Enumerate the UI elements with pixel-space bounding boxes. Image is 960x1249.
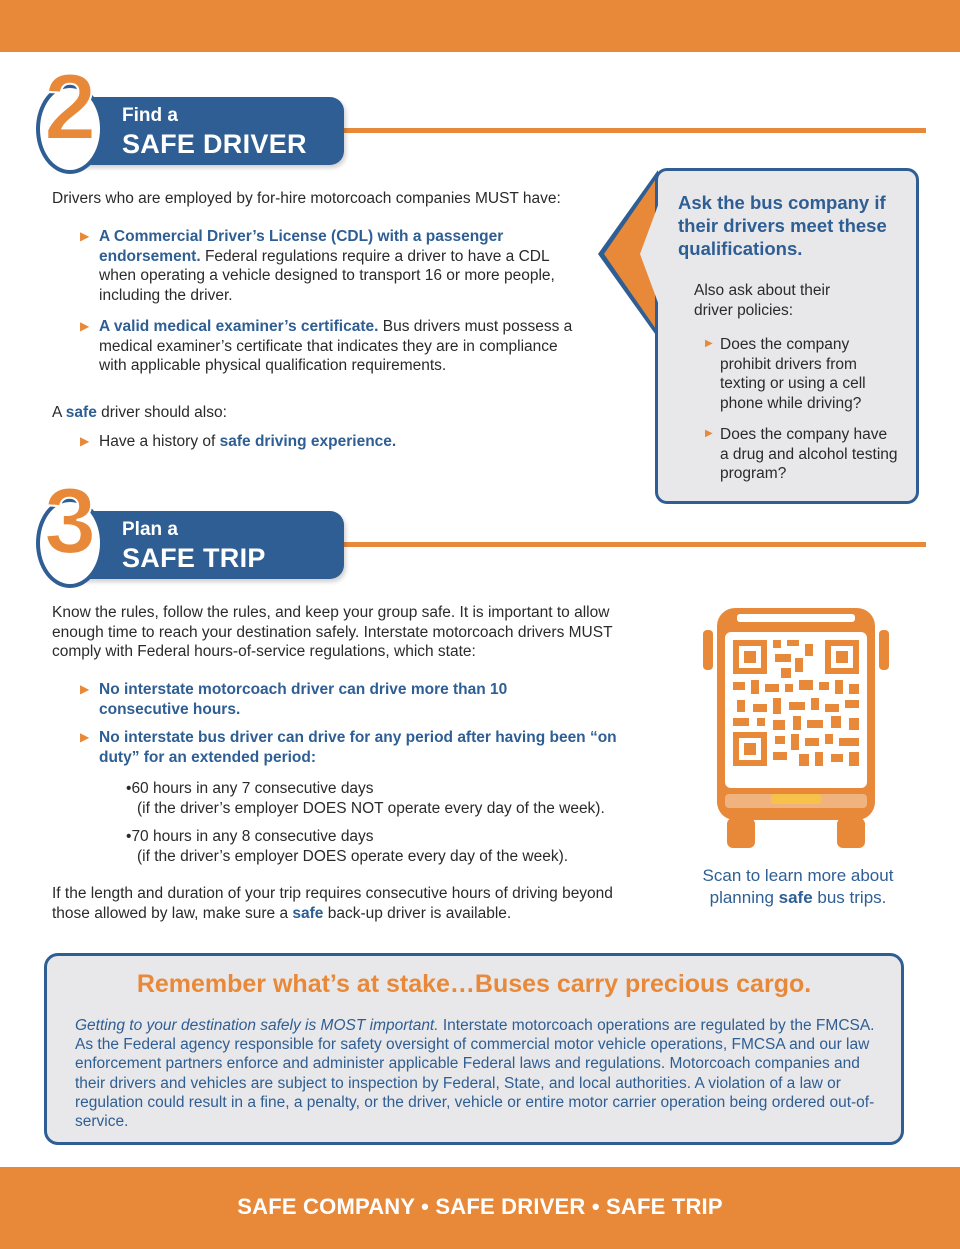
section3-kicker: Plan a <box>122 519 178 540</box>
qr-caption-safe: safe <box>778 888 813 907</box>
sub-bullet-icon: • <box>126 780 132 797</box>
callout-arrow-notch <box>640 200 660 308</box>
callout-sub: Also ask about their driver policies: <box>694 282 831 319</box>
bullet-arrow-icon: ▶ <box>80 229 90 243</box>
stake-box <box>44 953 904 1145</box>
callout-heading: Ask the bus company if their drivers meet these qualifications. <box>678 192 887 259</box>
top-banner <box>0 0 960 52</box>
qr-caption-line1: Scan to learn more about <box>702 866 894 885</box>
section2-title: SAFE DRIVER <box>122 129 307 159</box>
stake-heading: Remember what’s at stake…Buses carry precious cargo. <box>136 970 812 998</box>
sub-item-line1: 70 hours in any 8 consecutive days <box>131 828 374 845</box>
callout-item: Does the company prohibit drivers from texting or using a cell phone while driving? <box>720 336 866 412</box>
sub-item-line1: 60 hours in any 7 consecutive days <box>131 780 374 797</box>
section3-title: SAFE TRIP <box>122 543 266 573</box>
bullet-arrow-icon: ▶ <box>80 730 90 744</box>
cdl-item-text: Federal regulations require a driver to have a CDL when operating a vehicle designed to transport 16 or more people, including the driver. <box>99 247 555 304</box>
experience-item <box>99 432 396 452</box>
sub-bullet-icon: • <box>126 828 132 845</box>
medical-item-bold: A valid medical examiner’s certificate. <box>99 318 379 335</box>
sub-item-line2: (if the driver’s employer DOES NOT operate every day of the week). <box>137 799 605 817</box>
sub-item-line2: (if the driver’s employer DOES operate every day of the week). <box>137 847 569 865</box>
experience-bold: safe driving experience. <box>219 433 397 450</box>
qualifications-callout <box>655 168 919 504</box>
section2-rule <box>330 128 926 133</box>
bullet-arrow-icon: ▶ <box>80 434 90 448</box>
also-post: driver should also: <box>96 404 227 421</box>
hours-item: No interstate motorcoach driver can drive more than 10 consecutive hours. <box>99 681 508 718</box>
experience-pre: Have a history of <box>99 433 220 450</box>
qr-caption <box>680 865 916 909</box>
stake-italic: Getting to your destination safely is MOST important. <box>75 1017 439 1034</box>
cdl-item-bold: A Commercial Driver’s License (CDL) with a passenger endorsement. <box>99 228 504 265</box>
bullet-arrow-icon: ▶ <box>80 319 90 333</box>
also-safe: safe <box>65 404 97 421</box>
closing-pre: If the length and duration of your trip requires consecutive hours of driving beyond those allowed by law, make sure a <box>52 885 613 922</box>
closing-safe: safe <box>292 904 324 922</box>
section2-kicker: Find a <box>122 105 178 126</box>
callout-item: Does the company have a drug and alcohol testing program? <box>720 426 898 482</box>
cdl-item <box>99 227 589 305</box>
bullet-arrow-icon: ▶ <box>80 682 90 696</box>
section2-number: 2 <box>44 54 97 159</box>
also-pre: A <box>52 404 66 421</box>
medical-item-text: Bus drivers must possess a medical examiner’s certificate that indicates they are in compliance with applicable physical qualification requirements. <box>99 318 573 374</box>
footer-tagline: SAFE COMPANY • SAFE DRIVER • SAFE TRIP <box>237 1194 723 1219</box>
section3-tab <box>70 511 344 579</box>
section3-number: 3 <box>44 468 97 573</box>
stake-text: Interstate motorcoach operations are regulated by the FMCSA. As the Federal agency responsible for safety oversight of commercial motor vehicle operations, FMCSA and our law enforcement partners enforce and administer applicable Federal laws and regulations. Motorcoach companies and their drivers and vehicles are subject to inspection by Federal, State, and local authorities. A violation of a law or regulation could result in a fine, a penalty, or the driver, vehicle or entire motor carrier operation being ordered out-of-service. <box>75 1017 875 1131</box>
section2-tab <box>70 97 344 165</box>
qr-caption-pre: planning <box>709 888 779 907</box>
bullet-arrow-icon: ▶ <box>705 338 713 349</box>
section3-closing <box>52 884 652 923</box>
onduty-item: No interstate bus driver can drive for any period after having been “on duty” for an extended period: <box>99 729 617 766</box>
section3-rule <box>330 542 926 547</box>
sub-item <box>126 827 646 866</box>
safe-driver-also <box>52 403 227 423</box>
sub-item <box>126 779 646 818</box>
section2-intro: Drivers who are employed by for-hire motorcoach companies MUST have: <box>52 190 561 207</box>
bus-qr-code-icon[interactable] <box>703 608 889 852</box>
section3-intro: Know the rules, follow the rules, and keep your group safe. It is important to allow enough time to reach your destination safely. Interstate motorcoach drivers MUST comply with Federal hours-of-service regulations, which state: <box>52 604 613 660</box>
medical-item <box>99 317 579 376</box>
bullet-arrow-icon: ▶ <box>705 428 713 439</box>
qr-caption-post: bus trips. <box>812 888 887 907</box>
footer-banner <box>0 1167 960 1249</box>
closing-post: back-up driver is available. <box>323 904 512 922</box>
stake-body <box>75 1016 885 1131</box>
